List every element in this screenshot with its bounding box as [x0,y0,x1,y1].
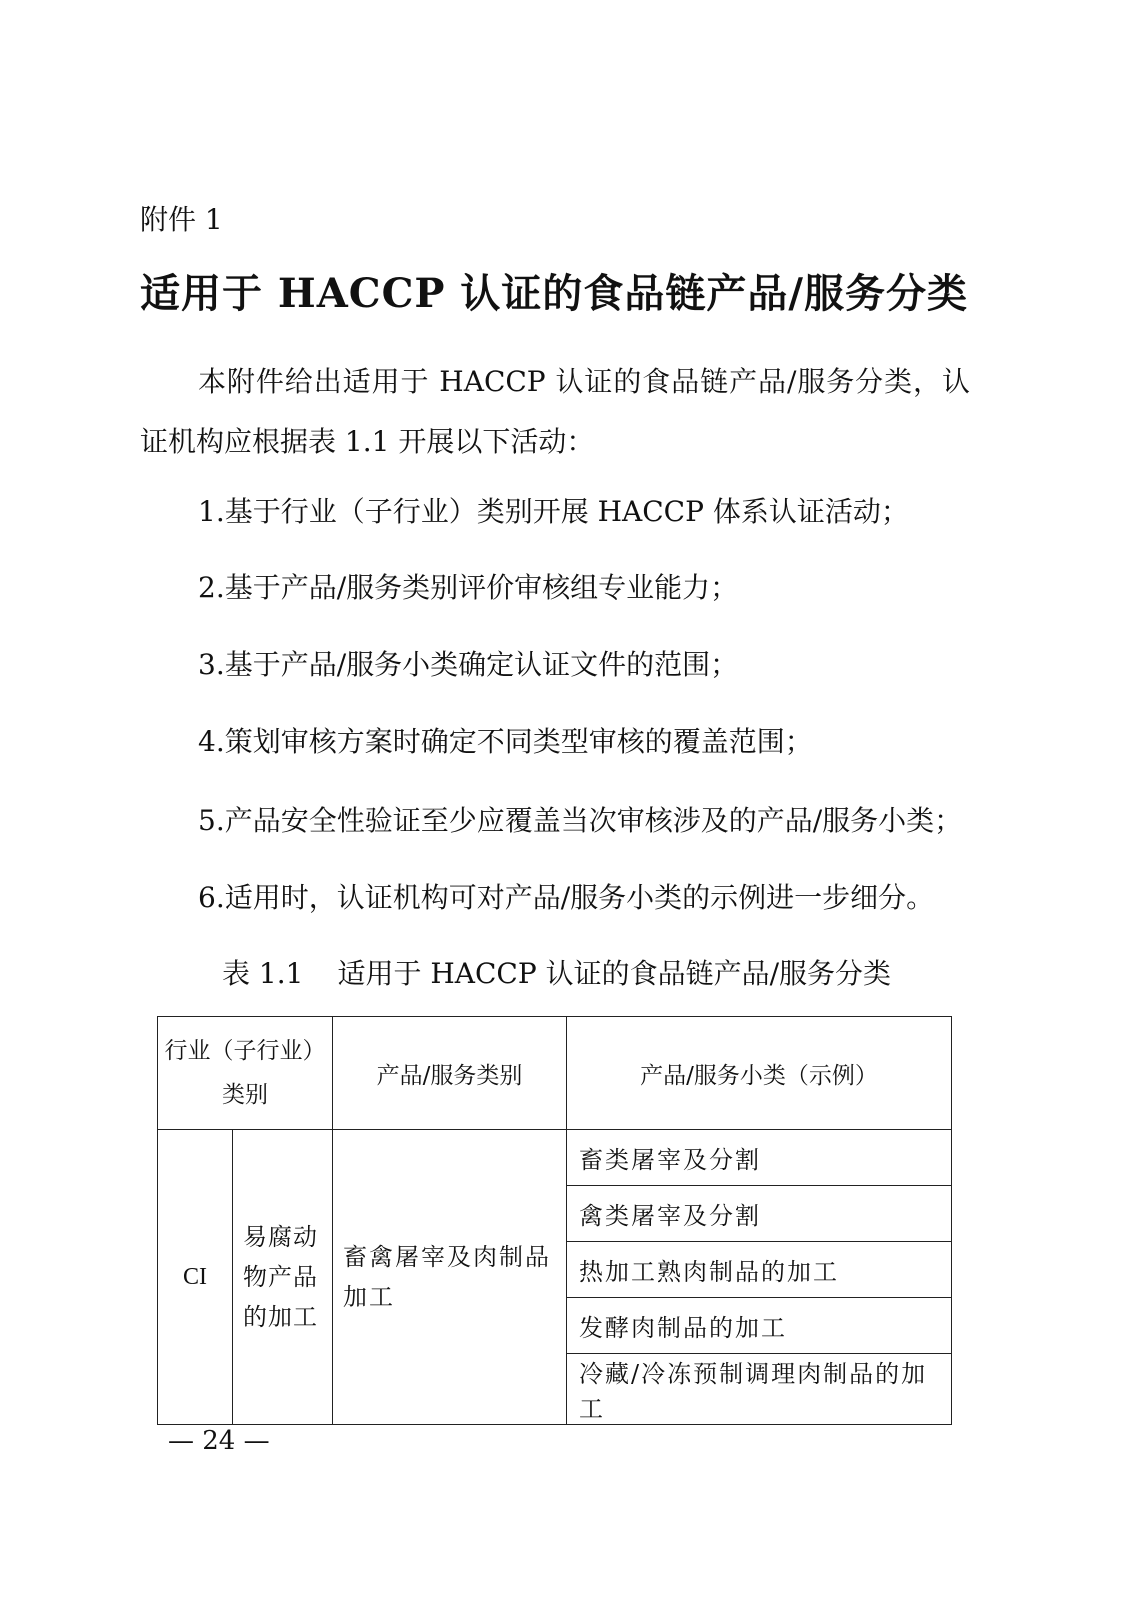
table-header-row [158,1017,952,1130]
subcategory-item: 畜类屠宰及分割 [567,1130,952,1186]
table-row [158,1130,952,1186]
activity-item-1: 1.基于行业（子行业）类别开展 HACCP 体系认证活动； [198,495,909,528]
classification-table [157,1016,952,1425]
header-subcategory: 产品/服务小类（示例） [567,1017,952,1130]
annex-label: 附件 1 [140,203,223,236]
activity-item-5: 5.产品安全性验证至少应覆盖当次审核涉及的产品/服务小类； [198,804,963,837]
activity-item-2: 2.基于产品/服务类别评价审核组专业能力； [198,571,739,604]
header-category: 产品/服务类别 [333,1017,567,1130]
header-industry: 行业（子行业）类别 [158,1017,333,1130]
table-title: 适用于 HACCP 认证的食品链产品/服务分类 [337,957,891,990]
subcategory-item: 冷藏/冷冻预制调理肉制品的加工 [567,1354,952,1425]
activity-item-6: 6.适用时，认证机构可对产品/服务小类的示例进一步细分。 [198,881,935,914]
subcategory-item: 禽类屠宰及分割 [567,1186,952,1242]
category-name: 畜禽屠宰及肉制品加工 [333,1130,567,1425]
table-caption [222,952,891,992]
subindustry-name: 易腐动物产品的加工 [233,1130,333,1425]
activity-item-4: 4.策划审核方案时确定不同类型审核的覆盖范围； [198,725,813,758]
subcategory-item: 热加工熟肉制品的加工 [567,1242,952,1298]
table-number: 表 1.1 [222,957,304,990]
industry-code: CI [158,1130,233,1425]
page-number: — 24 — [168,1426,270,1456]
intro-paragraph: 本附件给出适用于 HACCP 认证的食品链产品/服务分类，认证机构应根据表 1.1 开展以下活动： [140,365,970,458]
activity-item-3: 3.基于产品/服务小类确定认证文件的范围； [198,648,739,681]
document-title: 适用于 HACCP 认证的食品链产品/服务分类 [140,270,969,317]
subcategory-item: 发酵肉制品的加工 [567,1298,952,1354]
